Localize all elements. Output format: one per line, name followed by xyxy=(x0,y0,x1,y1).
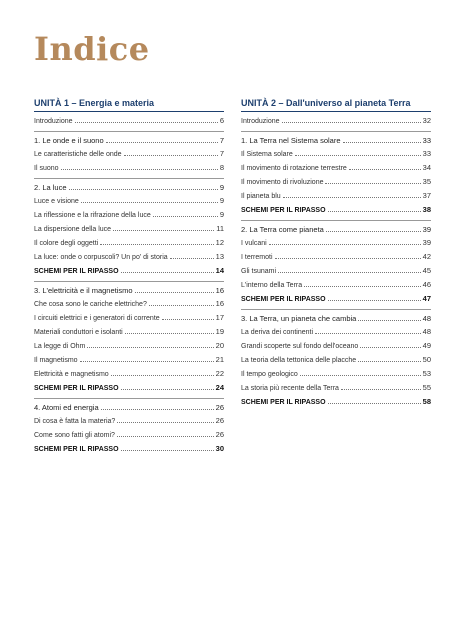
toc-entry-page: 20 xyxy=(215,341,224,350)
toc-entry-page: 48 xyxy=(422,327,431,336)
toc-entry xyxy=(241,328,431,337)
dot-leader xyxy=(325,183,420,184)
toc-entry-label: 2. La Terra come pianeta xyxy=(241,225,324,234)
toc-entry xyxy=(34,253,224,262)
dot-leader xyxy=(80,361,214,362)
toc-entry xyxy=(34,431,224,440)
toc-entry-label: La legge di Ohm xyxy=(34,343,86,350)
toc-entry xyxy=(34,225,224,234)
toc-entry-page: 48 xyxy=(422,314,431,323)
dot-leader xyxy=(283,197,421,198)
toc-entry xyxy=(241,192,431,201)
toc-chapter-entry xyxy=(241,226,431,234)
toc-entry-page: 38 xyxy=(422,205,431,214)
toc-entry-label: Elettricità e magnetismo xyxy=(34,371,109,378)
toc-entry-page: 7 xyxy=(219,136,224,145)
dot-leader xyxy=(341,389,421,390)
toc-entry-label: Il movimento di rotazione terrestre xyxy=(241,165,347,172)
toc-entry-label: SCHEMI PER IL RIPASSO xyxy=(34,446,119,453)
toc-entry-page: 32 xyxy=(422,116,431,125)
toc-chapter-entry xyxy=(34,137,224,145)
dot-leader xyxy=(106,142,218,143)
toc-entry-page: 22 xyxy=(215,369,224,378)
toc-entry xyxy=(241,342,431,351)
toc-entry-label: La dispersione della luce xyxy=(34,226,112,233)
toc-review-entry xyxy=(241,295,431,304)
section-divider xyxy=(241,309,431,310)
toc-entry-label: SCHEMI PER IL RIPASSO xyxy=(241,296,326,303)
toc-entry-page: 9 xyxy=(219,210,224,219)
toc-entry-label: Materiali conduttori e isolanti xyxy=(34,329,123,336)
toc-entry-page: 33 xyxy=(422,149,431,158)
toc-entries xyxy=(241,117,431,407)
toc-entry-page: 49 xyxy=(422,341,431,350)
dot-leader xyxy=(360,347,420,348)
toc-entry-label: 2. La luce xyxy=(34,183,67,192)
toc-chapter-entry xyxy=(241,315,431,323)
toc-entry xyxy=(241,150,431,159)
toc-entry-page: 37 xyxy=(422,191,431,200)
toc-entry-page: 16 xyxy=(215,286,224,295)
toc-entry-page: 7 xyxy=(219,149,224,158)
dot-leader xyxy=(328,403,421,404)
toc-entry-label: Il colore degli oggetti xyxy=(34,240,99,247)
toc-entry-label: SCHEMI PER IL RIPASSO xyxy=(241,207,326,214)
unit-title: UNITÀ 1 – Energia e materia xyxy=(34,98,224,112)
toc-entry-page: 8 xyxy=(219,163,224,172)
toc-entry-label: 4. Atomi ed energia xyxy=(34,403,99,412)
dot-leader xyxy=(101,409,214,410)
toc-entry xyxy=(34,300,224,309)
toc-entry-page: 53 xyxy=(422,369,431,378)
toc-entry-label: SCHEMI PER IL RIPASSO xyxy=(34,268,119,275)
section-divider xyxy=(241,220,431,221)
toc-entry-label: 1. La Terra nel Sistema solare xyxy=(241,136,341,145)
dot-leader xyxy=(81,202,218,203)
toc-entry-label: I circuiti elettrici e i generatori di corrente xyxy=(34,315,160,322)
toc-entry xyxy=(34,342,224,351)
dot-leader xyxy=(69,189,218,190)
toc-entry xyxy=(241,253,431,262)
dot-leader xyxy=(295,155,421,156)
toc-chapter-entry xyxy=(241,137,431,145)
toc-entry xyxy=(34,314,224,323)
dot-leader xyxy=(61,169,218,170)
dot-leader xyxy=(275,258,421,259)
toc-entry-page: 26 xyxy=(215,403,224,412)
dot-leader xyxy=(315,333,421,334)
toc-entry-label: Gli tsunami xyxy=(241,268,277,275)
dot-leader xyxy=(117,422,213,423)
toc-review-entry xyxy=(241,206,431,215)
dot-leader xyxy=(326,231,421,232)
toc-entry xyxy=(241,370,431,379)
toc-entry-page: 58 xyxy=(422,397,431,406)
toc-entry-label: 3. L'elettricità e il magnetismo xyxy=(34,286,133,295)
toc-entry-page: 50 xyxy=(422,355,431,364)
toc-entry xyxy=(241,356,431,365)
toc-entry xyxy=(241,178,431,187)
toc-entry xyxy=(34,164,224,173)
toc-entry-label: Introduzione xyxy=(241,118,280,125)
toc-entry-label: Introduzione xyxy=(34,118,73,125)
toc-entry-page: 19 xyxy=(215,327,224,336)
dot-leader xyxy=(328,300,421,301)
toc-entry-page: 21 xyxy=(215,355,224,364)
toc-entry-label: La deriva dei continenti xyxy=(241,329,313,336)
toc-entry-label: Il tempo geologico xyxy=(241,371,298,378)
toc-entry-label: L'interno della Terra xyxy=(241,282,303,289)
toc-chapter-entry xyxy=(34,184,224,192)
toc-entry xyxy=(34,150,224,159)
toc-entry xyxy=(241,384,431,393)
toc-entry-label: Il pianeta blu xyxy=(241,193,281,200)
toc-entry xyxy=(241,281,431,290)
dot-leader xyxy=(269,244,421,245)
toc-entry-page: 9 xyxy=(219,183,224,192)
toc-column-unit-2 xyxy=(241,98,431,412)
dot-leader xyxy=(113,230,214,231)
toc-entry-label: La teoria della tettonica delle placche xyxy=(241,357,357,364)
section-divider xyxy=(34,131,224,132)
dot-leader xyxy=(358,361,420,362)
page-title: Indice xyxy=(34,30,150,68)
toc-entry-label: Luce e visione xyxy=(34,198,79,205)
dot-leader xyxy=(111,375,214,376)
toc-entry-page: 35 xyxy=(422,177,431,186)
toc-entry-page: 45 xyxy=(422,266,431,275)
toc-entry-page: 30 xyxy=(215,444,224,453)
dot-leader xyxy=(349,169,421,170)
toc-entry-page: 17 xyxy=(215,313,224,322)
toc-entry-label: Grandi scoperte sul fondo dell'oceano xyxy=(241,343,359,350)
dot-leader xyxy=(282,122,421,123)
toc-entry-page: 26 xyxy=(215,430,224,439)
toc-entry-label: La storia più recente della Terra xyxy=(241,385,339,392)
dot-leader xyxy=(153,216,218,217)
toc-entry xyxy=(34,197,224,206)
dot-leader xyxy=(328,211,421,212)
section-divider xyxy=(34,178,224,179)
toc-review-entry xyxy=(34,267,224,276)
toc-entry-page: 46 xyxy=(422,280,431,289)
toc-entry-page: 24 xyxy=(215,383,224,392)
toc-entry-page: 39 xyxy=(422,238,431,247)
dot-leader xyxy=(75,122,218,123)
toc-entry xyxy=(241,267,431,276)
dot-leader xyxy=(135,292,214,293)
toc-entry xyxy=(241,117,431,126)
dot-leader xyxy=(117,436,214,437)
toc-entry-page: 42 xyxy=(422,252,431,261)
toc-entry-label: I vulcani xyxy=(241,240,267,247)
toc-entry xyxy=(34,370,224,379)
dot-leader xyxy=(162,319,214,320)
dot-leader xyxy=(87,347,213,348)
section-divider xyxy=(34,281,224,282)
dot-leader xyxy=(121,272,214,273)
toc-entry xyxy=(241,239,431,248)
toc-entry-label: Il suono xyxy=(34,165,59,172)
toc-entry-page: 12 xyxy=(215,238,224,247)
toc-entry-page: 9 xyxy=(219,196,224,205)
dot-leader xyxy=(170,258,214,259)
toc-entry-label: Che cosa sono le cariche elettriche? xyxy=(34,301,147,308)
toc-entry xyxy=(34,239,224,248)
dot-leader xyxy=(121,450,214,451)
toc-entry-label: 3. La Terra, un pianeta che cambia xyxy=(241,314,357,323)
toc-entry-label: Le caratteristiche delle onde xyxy=(34,151,122,158)
toc-entry-label: La riflessione e la rifrazione della luce xyxy=(34,212,151,219)
dot-leader xyxy=(124,155,218,156)
dot-leader xyxy=(358,320,420,321)
toc-entry xyxy=(34,211,224,220)
toc-entry-label: 1. Le onde e il suono xyxy=(34,136,104,145)
toc-entry xyxy=(34,117,224,126)
toc-entry-label: SCHEMI PER IL RIPASSO xyxy=(241,399,326,406)
toc-entry-label: Come sono fatti gli atomi? xyxy=(34,432,115,439)
toc-entry xyxy=(34,356,224,365)
toc-entry-label: Il movimento di rivoluzione xyxy=(241,179,324,186)
toc-entries xyxy=(34,117,224,454)
dot-leader xyxy=(125,333,214,334)
toc-chapter-entry xyxy=(34,404,224,412)
toc-chapter-entry xyxy=(34,287,224,295)
toc-entry xyxy=(34,417,224,426)
toc-entry-label: Il magnetismo xyxy=(34,357,78,364)
toc-entry-page: 26 xyxy=(215,416,224,425)
toc-entry-page: 47 xyxy=(422,294,431,303)
toc-entry-label: I terremoti xyxy=(241,254,273,261)
toc-entry-page: 55 xyxy=(422,383,431,392)
toc-entry-page: 33 xyxy=(422,136,431,145)
dot-leader xyxy=(100,244,213,245)
dot-leader xyxy=(343,142,421,143)
section-divider xyxy=(241,131,431,132)
toc-entry-page: 14 xyxy=(215,266,224,275)
toc-entry-label: Di cosa è fatta la materia? xyxy=(34,418,116,425)
toc-entry-page: 16 xyxy=(215,299,224,308)
toc-entry xyxy=(34,328,224,337)
unit-title: UNITÀ 2 – Dall'universo al pianeta Terra xyxy=(241,98,431,112)
dot-leader xyxy=(300,375,421,376)
toc-entry-page: 34 xyxy=(422,163,431,172)
dot-leader xyxy=(278,272,421,273)
toc-entry-page: 13 xyxy=(215,252,224,261)
toc-entry xyxy=(241,164,431,173)
toc-entry-page: 6 xyxy=(219,116,224,125)
toc-entry-label: SCHEMI PER IL RIPASSO xyxy=(34,385,119,392)
toc-entry-label: La luce: onde o corpuscoli? Un po' di storia xyxy=(34,254,168,261)
toc-entry-page: 11 xyxy=(216,224,224,233)
toc-review-entry xyxy=(241,398,431,407)
dot-leader xyxy=(149,305,214,306)
toc-review-entry xyxy=(34,384,224,393)
dot-leader xyxy=(121,389,214,390)
dot-leader xyxy=(304,286,421,287)
toc-column-unit-1 xyxy=(34,98,224,459)
toc-review-entry xyxy=(34,445,224,454)
toc-entry-label: Il Sistema solare xyxy=(241,151,293,158)
toc-entry-page: 39 xyxy=(422,225,431,234)
section-divider xyxy=(34,398,224,399)
